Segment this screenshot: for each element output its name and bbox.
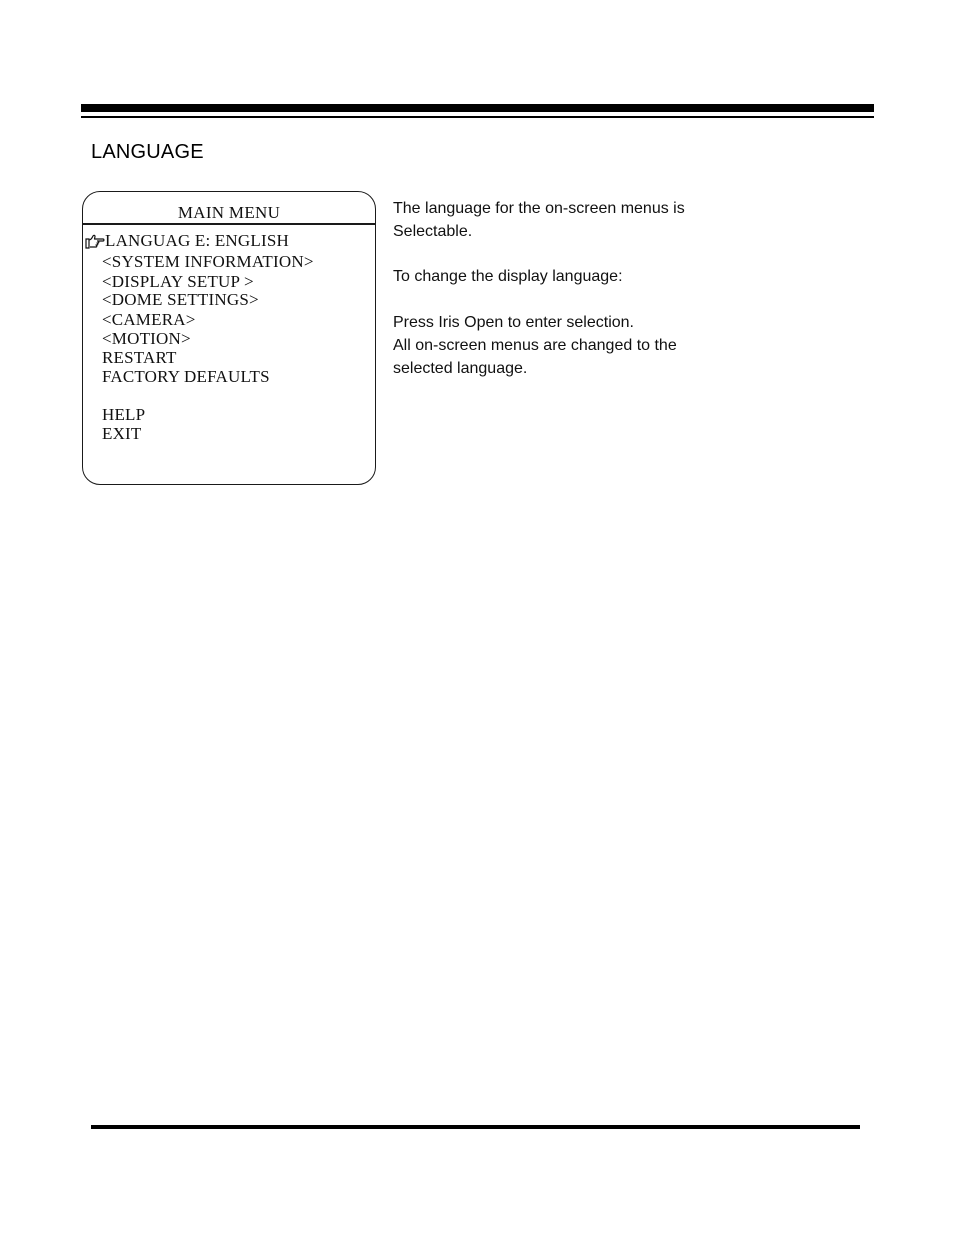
menu-title: MAIN MENU — [177, 203, 281, 222]
description-line: The language for the on-screen menus is — [393, 200, 685, 217]
menu-item-motion: <MOTION> — [102, 329, 191, 348]
description-line: Press Iris Open to enter selection. — [393, 314, 634, 331]
pointing-hand-icon — [85, 232, 105, 250]
header-rule-thin — [81, 116, 874, 118]
section-title: LANGUAGE — [91, 141, 204, 163]
menu-item-help: HELP — [102, 405, 146, 424]
menu-item-system-information: <SYSTEM INFORMATION> — [102, 252, 314, 271]
description-line: All on-screen menus are changed to the — [393, 337, 677, 354]
footer-rule — [91, 1125, 860, 1129]
menu-item-display-setup: <DISPLAY SETUP > — [102, 272, 254, 291]
menu-divider — [83, 223, 375, 225]
menu-item-factory-defaults: FACTORY DEFAULTS — [102, 367, 270, 386]
description-line: Selectable. — [393, 223, 473, 240]
menu-item-exit: EXIT — [102, 424, 142, 443]
main-menu-screenshot — [82, 191, 376, 485]
header-rule-thick — [81, 104, 874, 112]
menu-item-language: LANGUAG E: ENGLISH — [105, 231, 289, 250]
description-line: selected language. — [393, 360, 528, 377]
menu-item-dome-settings: <DOME SETTINGS> — [102, 290, 259, 309]
menu-item-camera: <CAMERA> — [102, 310, 196, 329]
description-line: To change the display language: — [393, 268, 623, 285]
menu-item-restart: RESTART — [102, 348, 177, 367]
